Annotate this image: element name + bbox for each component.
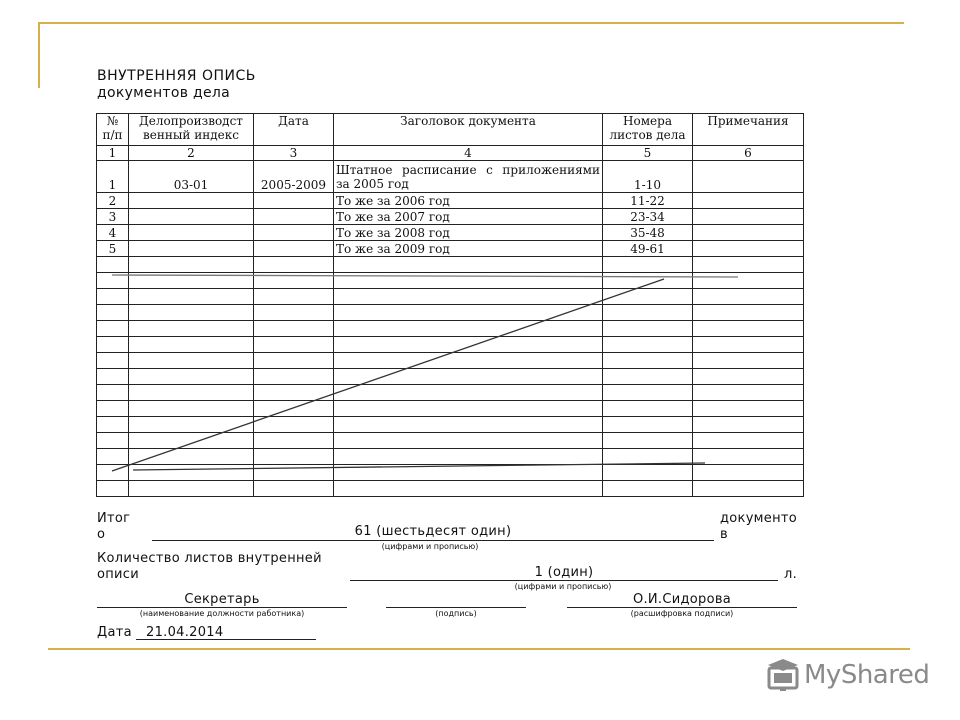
sheets-value: 1 (один) [534,565,594,580]
empty-cell [334,417,603,433]
table-row [97,209,804,225]
document-subtitle: документов дела [97,85,231,101]
cell-index: 03-01 [129,161,254,193]
empty-cell [334,273,603,289]
decor-left-line [38,22,40,88]
column-number: 6 [693,146,804,161]
total-value: 61 (шестьдесят один) [354,524,512,539]
empty-cell [334,353,603,369]
empty-cell [97,337,129,353]
empty-table-row [97,385,804,401]
name-hint: (расшифровка подписи) [630,609,734,618]
empty-cell [603,337,693,353]
empty-cell [254,417,334,433]
empty-cell [97,449,129,465]
empty-cell [693,273,804,289]
cell-date [254,209,334,225]
empty-table-row [97,449,804,465]
empty-cell [97,257,129,273]
empty-cell [693,385,804,401]
cell-title: То же за 2008 год [334,225,603,241]
empty-cell [603,481,693,497]
sheets-suffix: л. [784,567,798,582]
sheets-underline [350,580,778,581]
empty-cell [97,289,129,305]
sheets-label-2: описи [97,567,139,582]
cell-note [693,225,804,241]
cell-number: 5 [97,241,129,257]
empty-cell [603,465,693,481]
empty-table-row [97,465,804,481]
cell-index [129,193,254,209]
empty-cell [693,337,804,353]
cell-number: 4 [97,225,129,241]
cell-title: То же за 2007 год [334,209,603,225]
cell-note [693,241,804,257]
cell-sheets: 11-22 [603,193,693,209]
header-sheets: Номера листов дела [603,114,693,146]
empty-cell [129,449,254,465]
empty-table-row [97,321,804,337]
empty-cell [693,481,804,497]
document-title: ВНУТРЕННЯЯ ОПИСЬ [97,68,256,84]
empty-cell [693,305,804,321]
cell-note [693,161,804,193]
date-value: 21.04.2014 [146,625,224,640]
empty-cell [254,321,334,337]
empty-cell [693,257,804,273]
column-number: 3 [254,146,334,161]
empty-cell [603,289,693,305]
empty-cell [97,369,129,385]
empty-cell [334,321,603,337]
total-hint: (цифрами и прописью) [381,542,479,551]
table-row [97,225,804,241]
empty-cell [334,465,603,481]
total-suffix-2: в [720,527,728,542]
empty-cell [334,401,603,417]
empty-cell [97,353,129,369]
empty-cell [129,289,254,305]
empty-cell [334,449,603,465]
column-number: 2 [129,146,254,161]
cell-sheets: 35-48 [603,225,693,241]
table-row [97,161,804,193]
sheets-hint: (цифрами и прописью) [514,582,612,591]
header-number: № п/п [97,114,129,146]
empty-cell [97,305,129,321]
total-underline [152,540,714,541]
empty-cell [603,321,693,337]
logo-text: MyShared [804,660,930,690]
empty-cell [334,337,603,353]
empty-table-row [97,257,804,273]
empty-cell [254,257,334,273]
empty-table-row [97,369,804,385]
empty-cell [693,417,804,433]
cell-date [254,241,334,257]
empty-cell [603,449,693,465]
empty-cell [97,465,129,481]
empty-table-row [97,417,804,433]
name-value: О.И.Сидорова [632,592,732,607]
column-number-row [97,146,804,161]
empty-cell [334,385,603,401]
empty-cell [97,401,129,417]
mortarboard-screen-icon [766,658,802,692]
empty-table-row [97,481,804,497]
column-number: 5 [603,146,693,161]
cell-title: То же за 2006 год [334,193,603,209]
empty-table-row [97,273,804,289]
empty-table-row [97,305,804,321]
empty-cell [129,369,254,385]
cell-date [254,193,334,209]
empty-cell [603,369,693,385]
table-row [97,193,804,209]
cell-note [693,193,804,209]
cell-index [129,225,254,241]
table-header-row [97,114,804,146]
empty-cell [334,257,603,273]
cell-index [129,209,254,225]
empty-cell [129,465,254,481]
total-suffix-1: документо [720,511,798,526]
empty-cell [97,433,129,449]
position-underline [97,607,347,608]
empty-cell [693,433,804,449]
empty-cell [129,385,254,401]
empty-cell [129,401,254,417]
cell-title: Штатное расписание с приложениями за 2005 год [334,161,603,193]
empty-cell [254,337,334,353]
cell-number: 3 [97,209,129,225]
empty-cell [254,369,334,385]
empty-cell [603,305,693,321]
empty-cell [129,321,254,337]
empty-table-row [97,289,804,305]
empty-rows [97,257,804,497]
total-label-2: о [97,527,106,542]
empty-cell [129,417,254,433]
table-row [97,241,804,257]
empty-table-row [97,353,804,369]
empty-cell [693,321,804,337]
header-date: Дата [254,114,334,146]
signature-underline [386,607,526,608]
decor-bottom-line [48,648,910,650]
empty-cell [129,257,254,273]
name-underline [567,607,797,608]
empty-cell [693,369,804,385]
empty-cell [603,401,693,417]
signature-hint: (подпись) [435,609,477,618]
cell-index [129,241,254,257]
empty-cell [603,433,693,449]
cell-sheets: 1-10 [603,161,693,193]
cell-note [693,209,804,225]
empty-cell [254,353,334,369]
empty-cell [334,369,603,385]
empty-cell [334,289,603,305]
empty-cell [603,417,693,433]
cell-sheets: 23-34 [603,209,693,225]
empty-cell [334,305,603,321]
position-hint: (наименование должности работника) [139,609,305,618]
position-value: Секретарь [184,592,260,607]
decor-top-line [38,22,904,24]
empty-cell [254,305,334,321]
sheets-label-1: Количество листов внутренней [97,551,322,566]
empty-cell [129,353,254,369]
empty-cell [254,449,334,465]
column-number: 4 [334,146,603,161]
inventory-table [96,113,804,497]
header-title: Заголовок документа [334,114,603,146]
total-label-1: Итог [97,511,131,526]
empty-table-row [97,433,804,449]
empty-cell [254,481,334,497]
cell-sheets: 49-61 [603,241,693,257]
cell-date: 2005-2009 [254,161,334,193]
empty-cell [97,321,129,337]
empty-cell [693,353,804,369]
empty-cell [693,401,804,417]
empty-cell [254,465,334,481]
header-notes: Примечания [693,114,804,146]
empty-cell [334,433,603,449]
empty-cell [129,481,254,497]
empty-cell [97,385,129,401]
empty-cell [603,273,693,289]
header-index: Делопроизводст венный индекс [129,114,254,146]
empty-cell [693,289,804,305]
empty-cell [254,433,334,449]
empty-cell [603,353,693,369]
empty-cell [603,385,693,401]
column-number: 1 [97,146,129,161]
empty-cell [129,273,254,289]
empty-cell [97,273,129,289]
empty-cell [254,273,334,289]
empty-cell [254,401,334,417]
empty-cell [693,465,804,481]
empty-cell [129,433,254,449]
empty-cell [603,257,693,273]
cell-date [254,225,334,241]
empty-cell [254,289,334,305]
empty-cell [129,305,254,321]
empty-cell [97,481,129,497]
empty-table-row [97,337,804,353]
empty-cell [693,449,804,465]
empty-cell [129,337,254,353]
cell-number: 1 [97,161,129,193]
empty-cell [254,385,334,401]
empty-table-row [97,401,804,417]
myshared-logo[interactable] [766,656,930,696]
cell-number: 2 [97,193,129,209]
empty-cell [334,481,603,497]
cell-title: То же за 2009 год [334,241,603,257]
date-label: Дата [97,625,132,640]
empty-cell [97,417,129,433]
